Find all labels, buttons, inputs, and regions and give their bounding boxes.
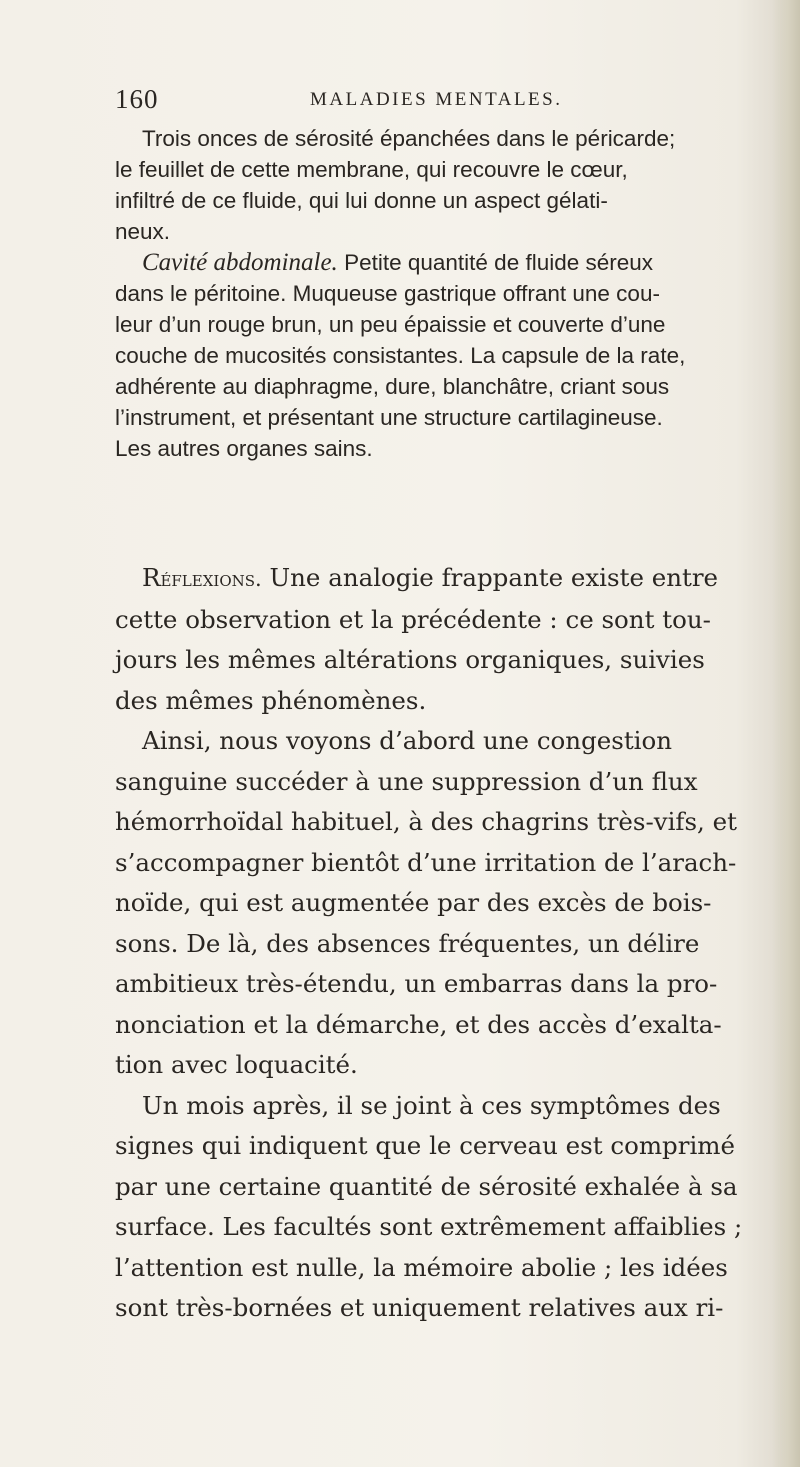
text-line: jours les mêmes altérations organiques, suivies (115, 645, 705, 674)
text-line: hémorrhoïdal habituel, à des chagrins très-vifs, et (115, 807, 737, 836)
reflexions-line (115, 558, 742, 600)
cavite-abdominale-line (115, 247, 685, 278)
text-fragment: Une analogie frappante existe entre (269, 563, 719, 592)
text-line: dans le péritoine. Muqueuse gastrique offrant une cou- (115, 281, 660, 306)
text-line: noïde, qui est augmentée par des excès de bois- (115, 888, 712, 917)
text-line: l’instrument, et présentant une structure cartilagineuse. (115, 405, 663, 430)
text-line: l’attention est nulle, la mémoire abolie ; les idées (115, 1252, 728, 1282)
text-line: Les autres organes sains. (115, 436, 373, 461)
text-line: des mêmes phénomènes. (115, 685, 427, 715)
text-fragment: Petite quantité de fluide séreux (344, 250, 654, 275)
text-line: par une certaine quantité de sérosité exhalée à sa (115, 1171, 738, 1201)
reflexions-text (115, 558, 742, 1329)
cavite-abdominale-heading: Cavité abdominale. (142, 249, 338, 276)
text-line: signes qui indiquent que le cerveau est comprimé (115, 1131, 736, 1160)
text-line: sont très-bornées et uniquement relatives aux ri- (115, 1293, 724, 1322)
text-line: Ainsi, nous voyons d’abord une congestion (142, 726, 673, 755)
text-line: infiltré de ce fluide, qui lui donne un aspect gélati- (115, 188, 608, 213)
reflexions-initial: R (142, 563, 161, 592)
reflexions-heading: éflexions. (160, 567, 262, 591)
text-line: sanguine succéder à une suppression d’un flux (115, 766, 698, 796)
running-title: MALADIES MENTALES. (310, 89, 563, 110)
text-line: nonciation et la démarche, et des accès d’exalta- (115, 1009, 722, 1039)
text-line: Trois onces de sérosité épanchées dans le péricarde; (142, 126, 676, 151)
text-line: couche de mucosités consistantes. La capsule de la rate, (115, 343, 686, 368)
text-line: s’accompagner bientôt d’une irritation de l’arach- (115, 847, 737, 877)
text-line: surface. Les facultés sont extrêmement affaiblies ; (115, 1212, 743, 1241)
text-line: Un mois après, il se joint à ces symptômes des (142, 1090, 721, 1120)
page-edge-shadow (772, 0, 800, 1467)
text-line: neux. (115, 219, 171, 244)
text-line: leur d’un rouge brun, un peu épaissie et couverte d’une (115, 312, 666, 337)
text-line: tion avec loquacité. (115, 1050, 358, 1079)
autopsy-text (115, 123, 685, 464)
text-line: cette observation et la précédente : ce sont tou- (115, 604, 711, 634)
page-header (115, 84, 715, 118)
text-line: sons. De là, des absences fréquentes, un délire (115, 928, 700, 958)
page-number: 160 (115, 84, 159, 114)
text-line: le feuillet de cette membrane, qui recouvre le cœur, (115, 157, 628, 182)
text-line: ambitieux très-étendu, un embarras dans la pro- (115, 969, 718, 998)
text-line: adhérente au diaphragme, dure, blanchâtre, criant sous (115, 374, 670, 399)
